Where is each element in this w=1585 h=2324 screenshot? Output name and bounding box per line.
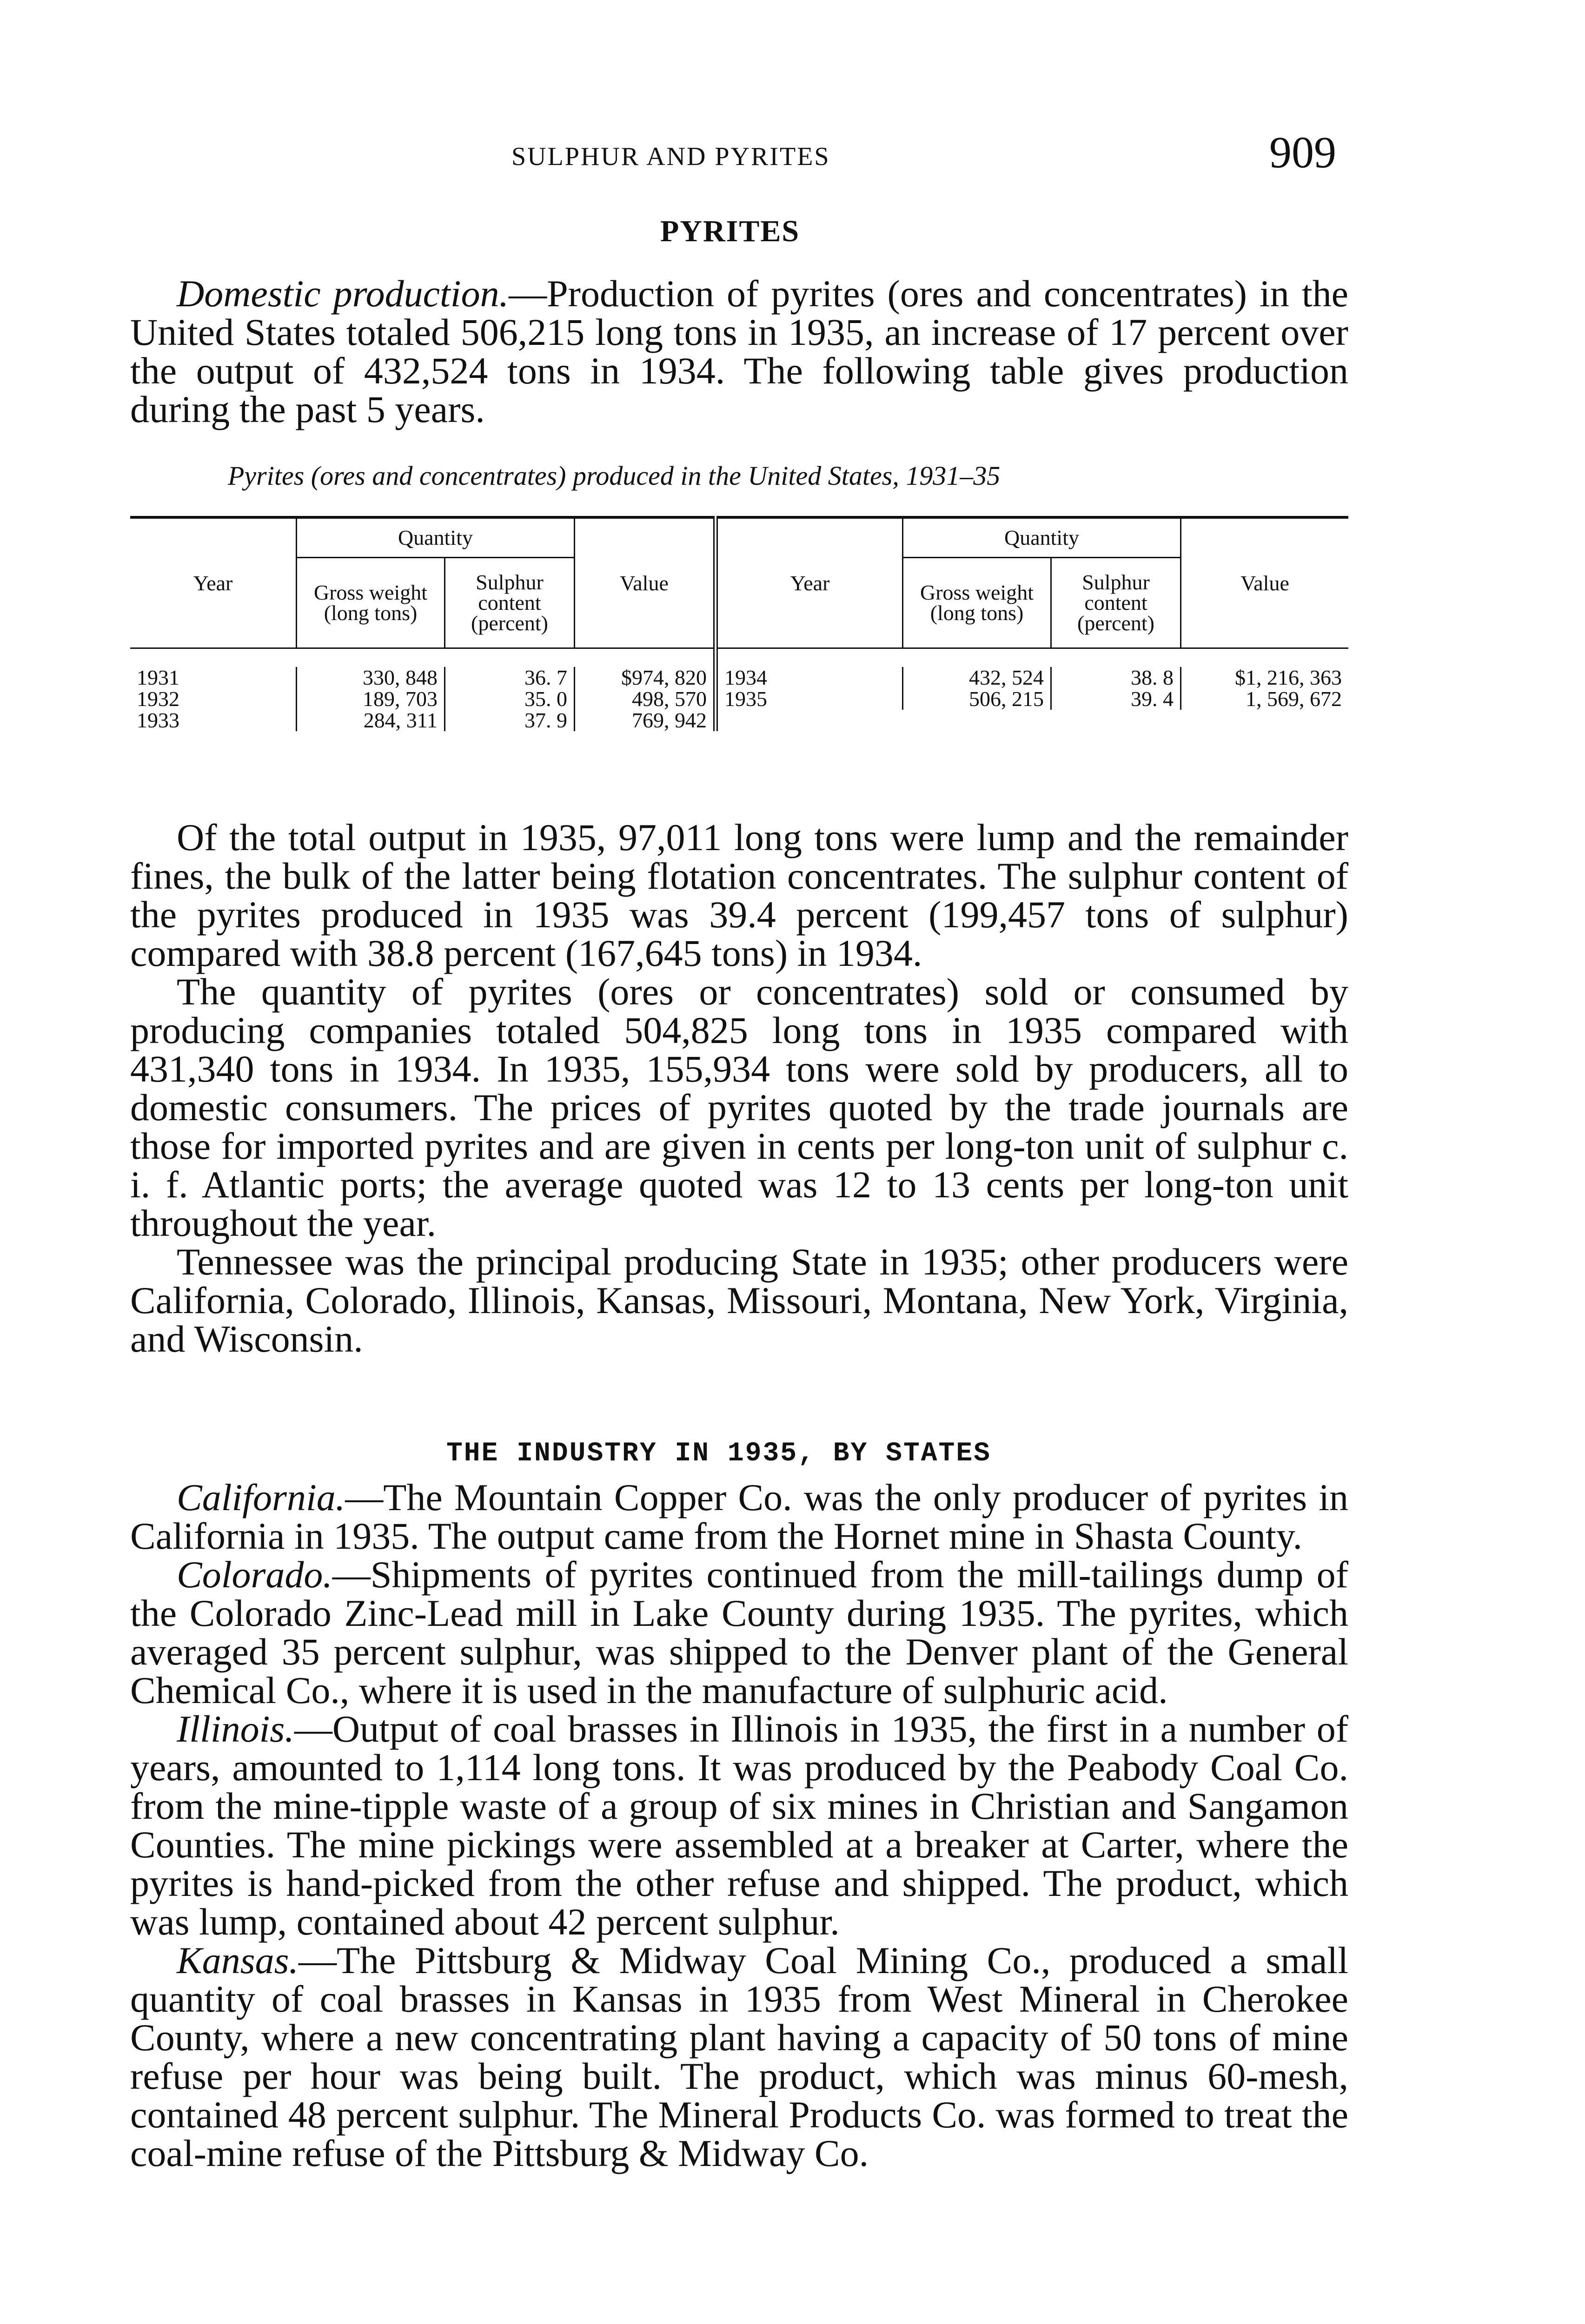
paragraph-illinois: Illinois.—Output of coal brasses in Illinois in 1935, the first in a number of years, amounted to 1,114 long tons. It was produced by the Peabody Coal Co. from the mine-tipple waste of a group of six mines in Christian and Sangamon Counties. The mine pickings were assembled at a breaker at Carter, where the pyrites is hand-picked from the other refuse and shipped. The product, which was lump, contained about 42 percent sulphur. [130, 1708, 1348, 1943]
col-value-left: Value [575, 517, 716, 648]
body-text [130, 818, 1348, 1358]
paragraph-california: California.—The Mountain Copper Co. was the only producer of pyrites in California in 1935. The output came from the Hornet mine in Shasta County. [130, 1476, 1348, 1557]
intro-text: —Production of pyrites (ores and concentrates) in the United States totaled 506,215 long tons in 1935, an increase of 17 percent over the output of 432,524 tons in 1934. The following table gives production during the past 5 years. [130, 272, 1349, 430]
running-head: SULPHUR AND PYRITES [511, 142, 830, 171]
col-year-left: Year [193, 571, 233, 595]
col-year-right: Year [716, 517, 903, 648]
production-table [130, 516, 1348, 799]
intro-paragraph [130, 274, 1348, 429]
table-row: 1933 284, 311 37. 9 769, 942 [130, 710, 1348, 731]
intro-lead: Domestic production. [177, 272, 509, 315]
table-caption: Pyrites (ores and concentrates) produced in the United States, 1931–35 [228, 461, 1001, 491]
col-value-right: Value [1181, 517, 1348, 648]
industry-heading: THE INDUSTRY IN 1935, BY STATES [446, 1439, 991, 1469]
table-row: 1931 330, 848 36. 7 $974, 820 1934 432, 524 38. 8 $1, 216, 363 [130, 667, 1348, 688]
col-gross-left: Gross weight (long tons) [297, 558, 445, 648]
col-sulphur-left: Sulphur content (percent) [445, 558, 575, 648]
paragraph-quantity: The quantity of pyrites (ores or concentrates) sold or consumed by producing companies totaled 504,825 long tons in 1935 compared with 431,340 tons in 1934. In 1935, 155,934 tons were sold by producers, all to domestic consumers. The prices of pyrites quoted by the trade journals are those for imported pyrites and are given in cents per long-ton unit of sulphur c. i. f. Atlantic ports; the average quoted was 12 to 13 cents per long-ton unit throughout the year. [130, 971, 1348, 1244]
paragraph-colorado: Colorado.—Shipments of pyrites continued from the mill-tailings dump of the Colorado Zinc-Lead mill in Lake County during 1935. The pyrites, which averaged 35 percent sulphur, was shipped to the Denver plant of the General Chemical Co., where it is used in the manufacture of sulphuric acid. [130, 1553, 1348, 1711]
col-quantity-right: Quantity [903, 517, 1181, 558]
states-text [130, 1478, 1348, 2172]
table-row: 1932 189, 703 35. 0 498, 570 1935 506, 215 39. 4 1, 569, 672 [130, 688, 1348, 710]
col-sulphur-right: Sulphur content (percent) [1051, 558, 1181, 648]
page-number: 909 [1269, 127, 1336, 177]
paragraph-kansas: Kansas.—The Pittsburg & Midway Coal Mining Co., produced a small quantity of coal brasses in Kansas in 1935 from West Mineral in Cherokee County, where a new concentrating plant having a capacity of 50 tons of mine refuse per hour was being built. The product, which was minus 60-mesh, contained 48 percent sulphur. The Mineral Products Co. was formed to treat the coal-mine refuse of the Pittsburg & Midway Co. [130, 1939, 1348, 2174]
paragraph-output: Of the total output in 1935, 97,011 long tons were lump and the remainder fines, the bulk of the latter being flotation concentrates. The sulphur content of the pyrites produced in 1935 was 39.4 percent (199,457 tons of sulphur) compared with 38.8 percent (167,645 tons) in 1934. [130, 816, 1348, 974]
col-quantity-left: Quantity [297, 517, 575, 558]
paragraph-tennessee: Tennessee was the principal producing State in 1935; other producers were California, Colorado, Illinois, Kansas, Missouri, Montana, New York, Virginia, and Wisconsin. [130, 1241, 1348, 1360]
col-gross-right: Gross weight (long tons) [903, 558, 1051, 648]
section-title: PYRITES [660, 214, 800, 248]
